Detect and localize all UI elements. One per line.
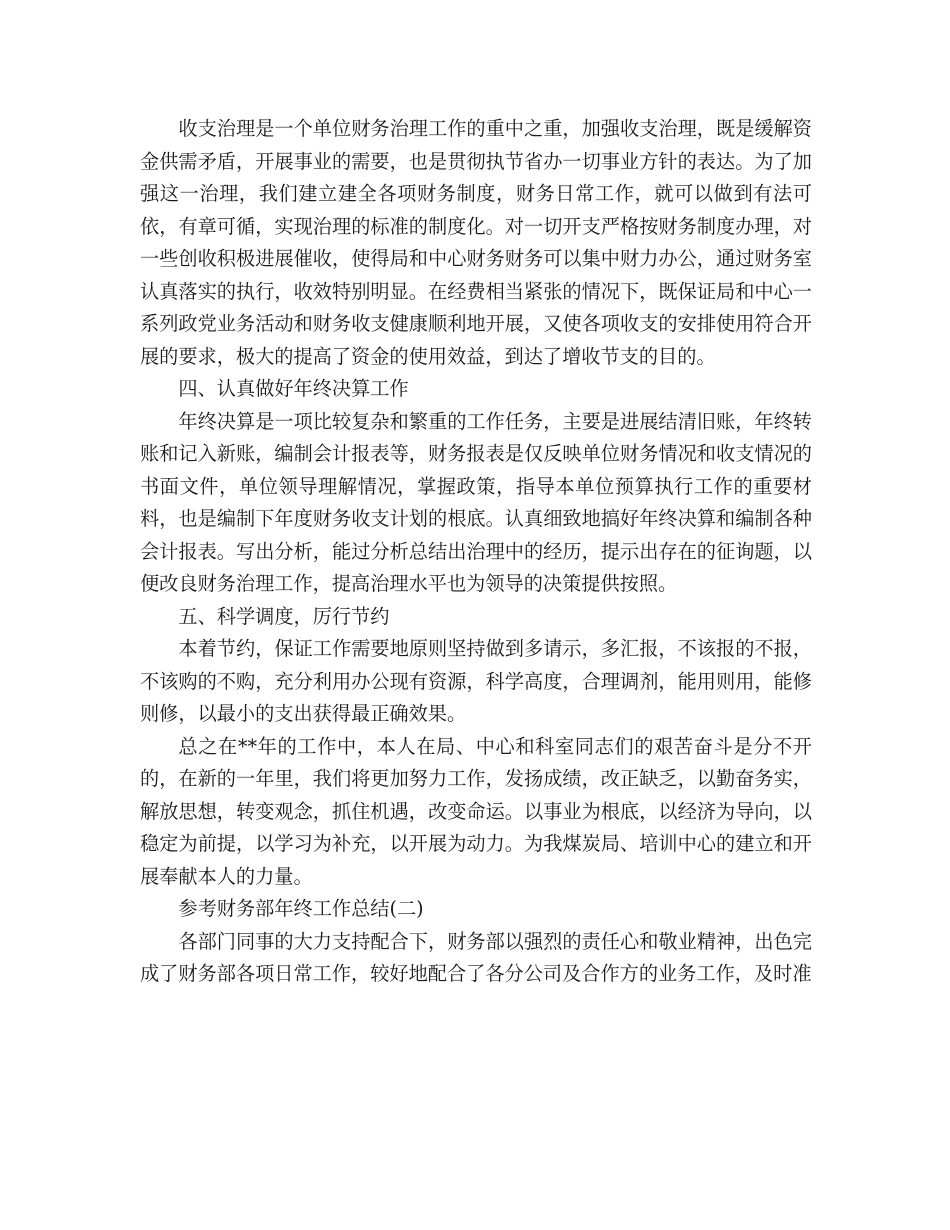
paragraph-revenue-expenditure-management: 收支治理是一个单位财务治理工作的重中之重，加强收支治理，既是缓解资金供需矛盾，开展事业的需要，也是贯彻执节省办一切事业方针的表达。为了加强这一治理，我们建立建全各项财务制度，财务日常工作，就可以做到有法可依，有章可循，实现治理的标准的制度化。对一切开支严格按财务制度办理，对一些创收积极进展催收，使得局和中心财务财务可以集中财力办公，通过财务室认真落实的执行，收效特别明显。在经费相当紧张的情况下，既保证局和中心一系列政党业务活动和财务收支健康顺利地开展，又使各项收支的安排使用符合开展的要求，极大的提高了资金的使用效益，到达了增收节支的目的。 — [140, 117, 812, 368]
section-heading-year-end-settlement: 四、认真做好年终决算工作 — [178, 377, 409, 400]
section-heading-reference-summary-two: 参考财务部年终工作总结(二) — [178, 897, 424, 920]
paragraph-conclusion: 总之在**年的工作中，本人在局、中心和科室同志们的艰苦奋斗是分不开的，在新的一年里，我们将更加努力工作，发扬成绩，改正缺乏，以勤奋务实，解放思想，转变观念，抓住机遇，改变命运。以事业为根底，以经济为导向，以稳定为前提，以学习为补充，以开展为动力。为我煤炭局、培训中心的建立和开展奉献本人的力量。 — [140, 734, 812, 888]
paragraph-year-end-settlement: 年终决算是一项比较复杂和繁重的工作任务，主要是进展结清旧账，年终转账和记入新账，编制会计报表等，财务报表是仅反映单位财务情况和收支情况的书面文件，单位领导理解情况，掌握政策，指导本单位预算执行工作的重要材料，也是编制下年度财务收支计划的根底。认真细致地搞好年终决算和编制各种会计报表。写出分析，能过分析总结出治理中的经历，提示出存在的征询题，以便改良财务治理工作，提高治理水平也为领导的决策提供按照。 — [140, 409, 812, 595]
section-heading-scheduling-economy: 五、科学调度，厉行节约 — [178, 604, 390, 628]
paragraph-scheduling-economy: 本着节约，保证工作需要地原则坚持做到多请示，多汇报，不该报的不报，不该购的不购，充分利用办公现有资源，科学高度，合理调剂，能用则用，能修则修，以最小的支出获得最正确效果。 — [140, 637, 812, 725]
paragraph-finance-department-intro: 各部门同事的大力支持配合下，财务部以强烈的责任心和敬业精神，出色完成了财务部各项日常工作，较好地配合了各分公司及合作方的业务工作，及时准 — [140, 929, 812, 985]
document-body — [140, 113, 812, 991]
